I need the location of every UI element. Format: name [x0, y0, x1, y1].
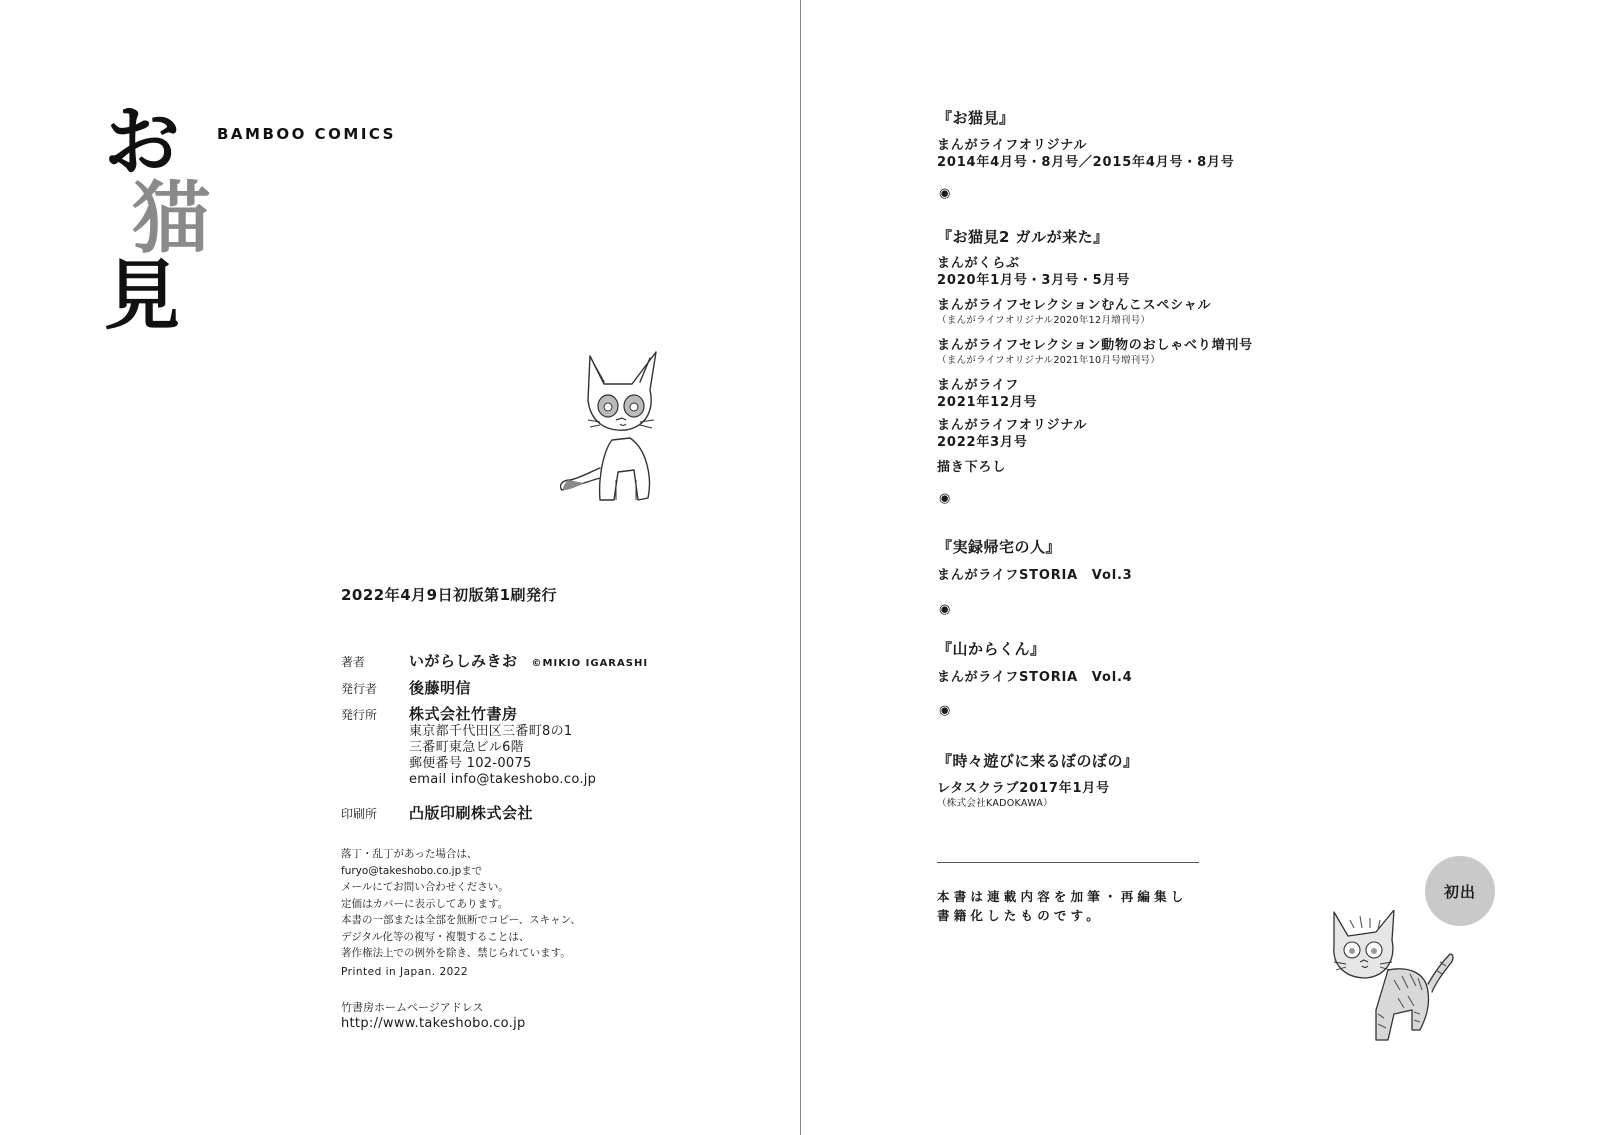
homepage-label: 竹書房ホームページアドレス — [341, 1001, 484, 1014]
source-subline: （まんがライフオリジナル2021年10月号増刊号） — [937, 355, 1161, 366]
source-title-1: 『お猫見』 — [937, 109, 1015, 127]
office-name: 株式会社竹書房 — [409, 705, 518, 723]
note-line: 書籍化したものです。 — [937, 908, 1104, 923]
address-line: 東京都千代田区三番町8の1 — [409, 724, 573, 739]
divider — [937, 862, 1199, 863]
legal-notice — [341, 846, 581, 962]
source-subline: （まんがライフオリジナル2020年12月増刊号） — [937, 315, 1151, 326]
source-line: 2020年1月号・3月号・5月号 — [937, 273, 1131, 288]
logo-char-mi: 見 — [104, 251, 180, 340]
notice-line: 本書の一部または全部を無断でコピー、スキャン、 — [341, 914, 581, 926]
publisher-name: 後藤明信 — [409, 679, 472, 697]
source-title-4: 『山からくん』 — [937, 640, 1046, 658]
source-line: まんがライフオリジナル — [937, 138, 1088, 153]
author-label: 著者 — [341, 655, 366, 669]
contact-email: email info@takeshobo.co.jp — [409, 772, 597, 787]
notice-line: furyo@takeshobo.co.jpまで — [341, 864, 483, 877]
notice-line: メールにてお問い合わせください。 — [341, 881, 509, 893]
section-bullet: ◉ — [939, 602, 951, 617]
notice-line: 著作権法上での例外を除き、禁じられています。 — [341, 947, 571, 959]
source-line: まんがライフセレクションむんこスペシャル — [937, 298, 1212, 313]
source-line: まんがライフ — [937, 378, 1020, 393]
source-line: まんがくらぶ — [937, 256, 1020, 271]
author-name: いがらしみきお — [409, 652, 518, 670]
notice-line: 定価はカバーに表示してあります。 — [341, 897, 509, 910]
source-title-2: 『お猫見2 ガルが来た』 — [937, 228, 1109, 246]
printed-in: Printed in Japan. 2022 — [341, 966, 469, 978]
source-line: まんがライフセレクション動物のおしゃべり増刊号 — [937, 338, 1253, 353]
section-bullet: ◉ — [939, 703, 951, 718]
printer-name: 凸版印刷株式会社 — [409, 804, 534, 822]
white-cat-illustration — [560, 350, 680, 510]
editorial-note — [937, 887, 1188, 925]
source-title-5: 『時々遊びに来るぼのぼの』 — [937, 752, 1139, 770]
address-line: 三番町東急ビル6階 — [409, 740, 524, 755]
author-row — [341, 650, 648, 671]
publication-date: 2022年4月9日初版第1刷発行 — [341, 586, 558, 604]
publisher-row — [341, 677, 471, 698]
source-line: まんがライフSTORIA Vol.3 — [937, 568, 1133, 583]
source-line: 2022年3月号 — [937, 435, 1028, 450]
homepage-block — [341, 1000, 526, 1032]
section-bullet: ◉ — [939, 186, 951, 201]
right-page — [801, 0, 1600, 1135]
note-line: 本書は連載内容を加筆・再編集し — [937, 889, 1188, 904]
homepage-url: http://www.takeshobo.co.jp — [341, 1016, 526, 1031]
source-subline: （株式会社KADOKAWA） — [937, 798, 1053, 809]
source-line: 描き下ろし — [937, 460, 1007, 475]
notice-line: デジタル化等の複写・複製することは、 — [341, 930, 530, 943]
publisher-address — [409, 724, 596, 788]
notice-line: 落丁・乱丁があった場合は、 — [341, 848, 478, 860]
office-label: 発行所 — [341, 708, 378, 722]
series-label: BAMBOO COMICS — [217, 125, 396, 143]
source-title-3: 『実録帰宅の人』 — [937, 538, 1062, 556]
source-line: 2021年12月号 — [937, 395, 1038, 410]
office-row — [341, 703, 518, 724]
source-line: 2014年4月号・8月号／2015年4月号・8月号 — [937, 155, 1235, 170]
source-line: レタスクラブ2017年1月号 — [937, 781, 1110, 796]
section-bullet: ◉ — [939, 491, 951, 506]
copyright-notice: ©MIKIO IGARASHI — [531, 658, 649, 669]
publisher-label: 発行者 — [341, 682, 378, 696]
postal-code: 郵便番号 102-0075 — [409, 756, 532, 771]
first-appearance-badge: 初出 — [1425, 856, 1495, 926]
logo-char-o: お — [104, 97, 180, 186]
source-line: まんがライフSTORIA Vol.4 — [937, 670, 1133, 685]
logo-char-neko: 猫 — [132, 174, 211, 264]
printer-row — [341, 802, 533, 823]
tabby-cat-illustration — [1328, 910, 1458, 1050]
source-line: まんがライフオリジナル — [937, 418, 1088, 433]
printer-label: 印刷所 — [341, 807, 378, 821]
